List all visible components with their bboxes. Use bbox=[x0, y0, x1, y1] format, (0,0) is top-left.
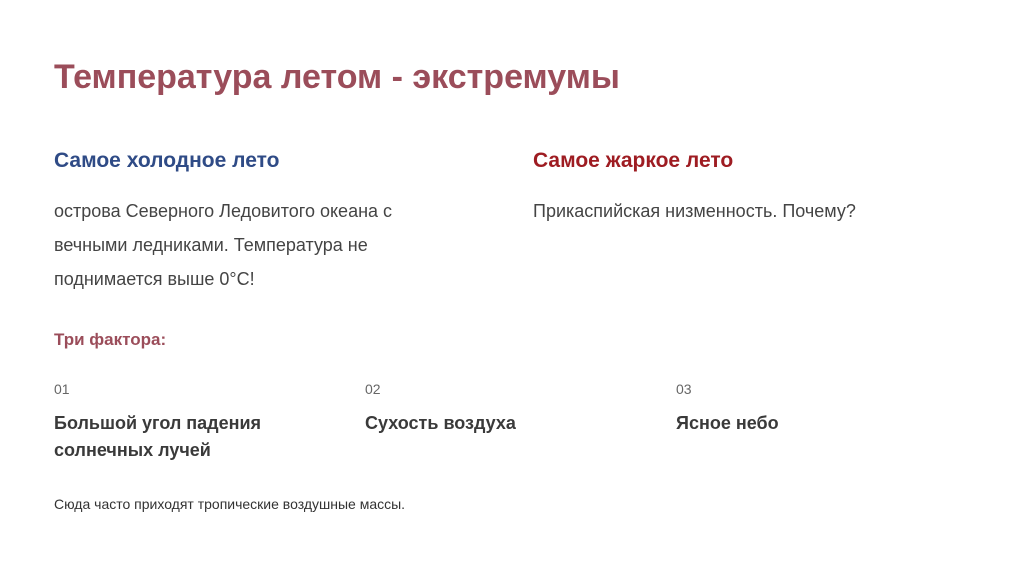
footnote: Сюда часто приходят тропические воздушные массы. bbox=[54, 496, 406, 512]
factor-1-title: Большой угол падения солнечных лучей bbox=[54, 413, 262, 460]
factors-heading: Три фактора: bbox=[54, 330, 167, 349]
factor-3-number: 03 bbox=[676, 381, 692, 397]
factor-2-number: 02 bbox=[365, 381, 381, 397]
hot-summer-heading: Самое жаркое лето bbox=[533, 149, 734, 172]
factor-3-title: Ясное небо bbox=[676, 413, 779, 433]
cold-summer-heading: Самое холодное лето bbox=[54, 149, 280, 172]
cold-summer-text: острова Северного Ледовитого океана с вечными ледниками. Температура не поднимается выше 0°С! bbox=[54, 201, 393, 289]
factor-1-number: 01 bbox=[54, 381, 70, 397]
slide-title: Температура летом - экстремумы bbox=[54, 58, 620, 96]
hot-summer-text: Прикаспийская низменность. Почему? bbox=[533, 201, 856, 221]
factor-2-title: Сухость воздуха bbox=[365, 413, 516, 433]
